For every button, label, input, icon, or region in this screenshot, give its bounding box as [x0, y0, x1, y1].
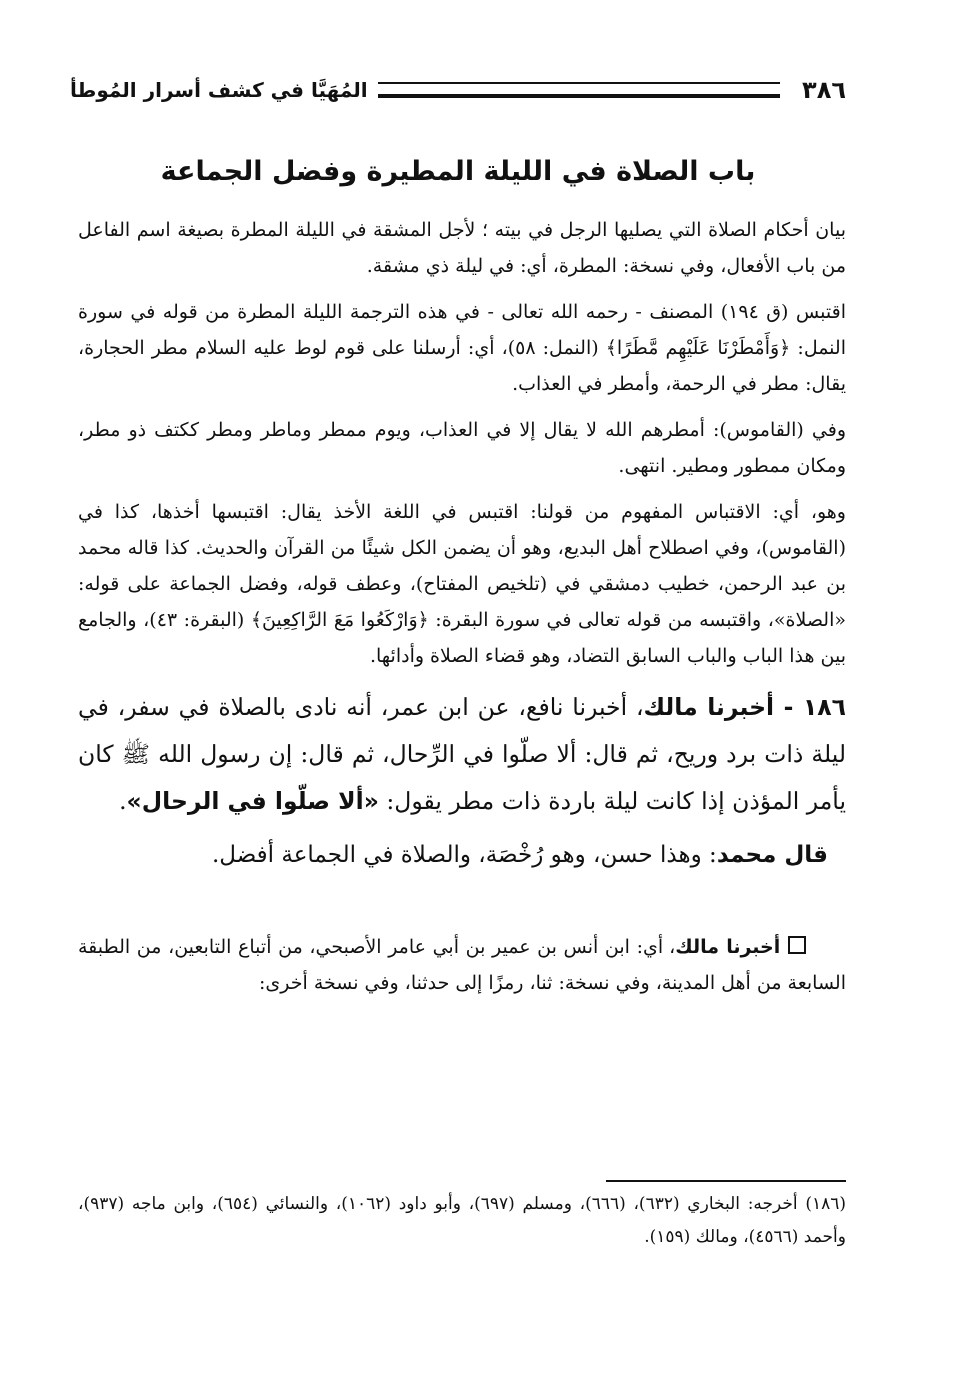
- paragraph-chapter-explanation: بيان أحكام الصلاة التي يصليها الرجل في بيته ؛ لأجل المشقة في الليلة المطرة بصيغة اسم الفاعل من باب الأفعال، وفي نسخة: المطرة، أي: في ليلة ذي مشقة.: [71, 219, 846, 277]
- paragraph-qamus: وفي (القاموس): أمطرهم الله لا يقال إلا في العذاب، ويوم ممطر وماطر ومطر ككتف ذو مطر، ومكان ممطور ومطير. انتهى.: [71, 419, 846, 477]
- hadith-quote: «ألا صلّوا في الرحال»: [126, 787, 379, 815]
- hadith-186: [78, 684, 846, 825]
- commentary-paragraph: [71, 893, 846, 1037]
- main-text: [71, 212, 846, 1045]
- footnote: (١٨٦) أخرجه: البخاري (٦٣٢)، (٦٦٦)، ومسلم (٦٩٧)، وأبو داود (١٠٦٢)، والنسائي (٦٥٤)، وابن ماجه (٩٣٧)، وأحمد (٤٥٦٦)، ومالك (١٥٩).: [72, 1194, 847, 1247]
- footnote-rule: [606, 1180, 846, 1182]
- header-rule: [378, 82, 780, 98]
- muhammad-saying: [78, 833, 846, 877]
- hadith-number-and-source: ١٨٦ - أخبرنا مالك: [643, 693, 846, 721]
- chapter-title: باب الصلاة في الليلة المطيرة وفضل الجماعة: [160, 156, 756, 187]
- book-title: المُهَيَّا في كشف أسرار المُوطأ: [70, 78, 368, 102]
- commentary-text: ، أي: ابن أنس بن عمير بن أبي عامر الأصبحي، من أتباع التابعين، من الطبقة السابعة من أهل المدينة، وفي نسخة: ثنا، رمزًا إلى حدثنا، وفي نسخة أخرى:: [71, 936, 846, 994]
- hadith-end: .: [119, 787, 127, 815]
- hadith-text: ، أخبرنا نافع، عن ابن عمر، أنه نادى بالصلاة في سفر، في ليلة ذات برد وريح، ثم قال: ألا صلّوا في الرِّحال، ثم قال: إن رسول الله ﷺ كان يأمر المؤذن إذا كانت ليلة باردة ذات مطر يقول:: [78, 693, 846, 815]
- commentary-lead: أخبرنا مالك: [675, 936, 781, 958]
- muhammad-text: : وهذا حسن، وهو رُخْصَة، والصلاة في الجماعة أفضل.: [212, 842, 717, 868]
- muhammad-lead: قال محمد: [716, 842, 828, 868]
- square-marker-icon: [788, 936, 806, 954]
- page-header: [70, 70, 846, 110]
- paragraph-iqtibas: وهو، أي: الاقتباس المفهوم من قولنا: اقتبس في اللغة الأخذ يقال: اقتبسها أخذها، كذا في (القاموس)، وفي اصطلاح أهل البديع، وهو أن يضمن الكل شيئًا من القرآن والحديث. كذا قاله محمد بن عبد الرحمن، خطيب دمشقي في (تلخيص المفتاح)، وعطف قوله، وفضل الجماعة على قوله: «الصلاة»، واقتبسه من قوله تعالى في سورة البقرة: ﴿وَارْكَعُوا مَعَ الرَّاكِعِينَ﴾ (البقرة: ٤٣)، والجامع بين هذا الباب والباب السابق التضاد، وهو قضاء الصلاة وأدائها.: [71, 501, 846, 667]
- page-number: ٣٨٦: [802, 76, 846, 104]
- paragraph-quran-reference: اقتبس (ق ١٩٤) المصنف - رحمه الله تعالى - في هذه الترجمة الليلة المطرة من قوله في سورة النمل: ﴿وَأَمْطَرْنَا عَلَيْهِم مَّطَرًا﴾ (النمل: ٥٨)، أي: أرسلنا على قوم لوط عليه السلام مطر الحجارة، يقال: مطر في الرحمة، وأمطر في العذاب.: [71, 301, 846, 395]
